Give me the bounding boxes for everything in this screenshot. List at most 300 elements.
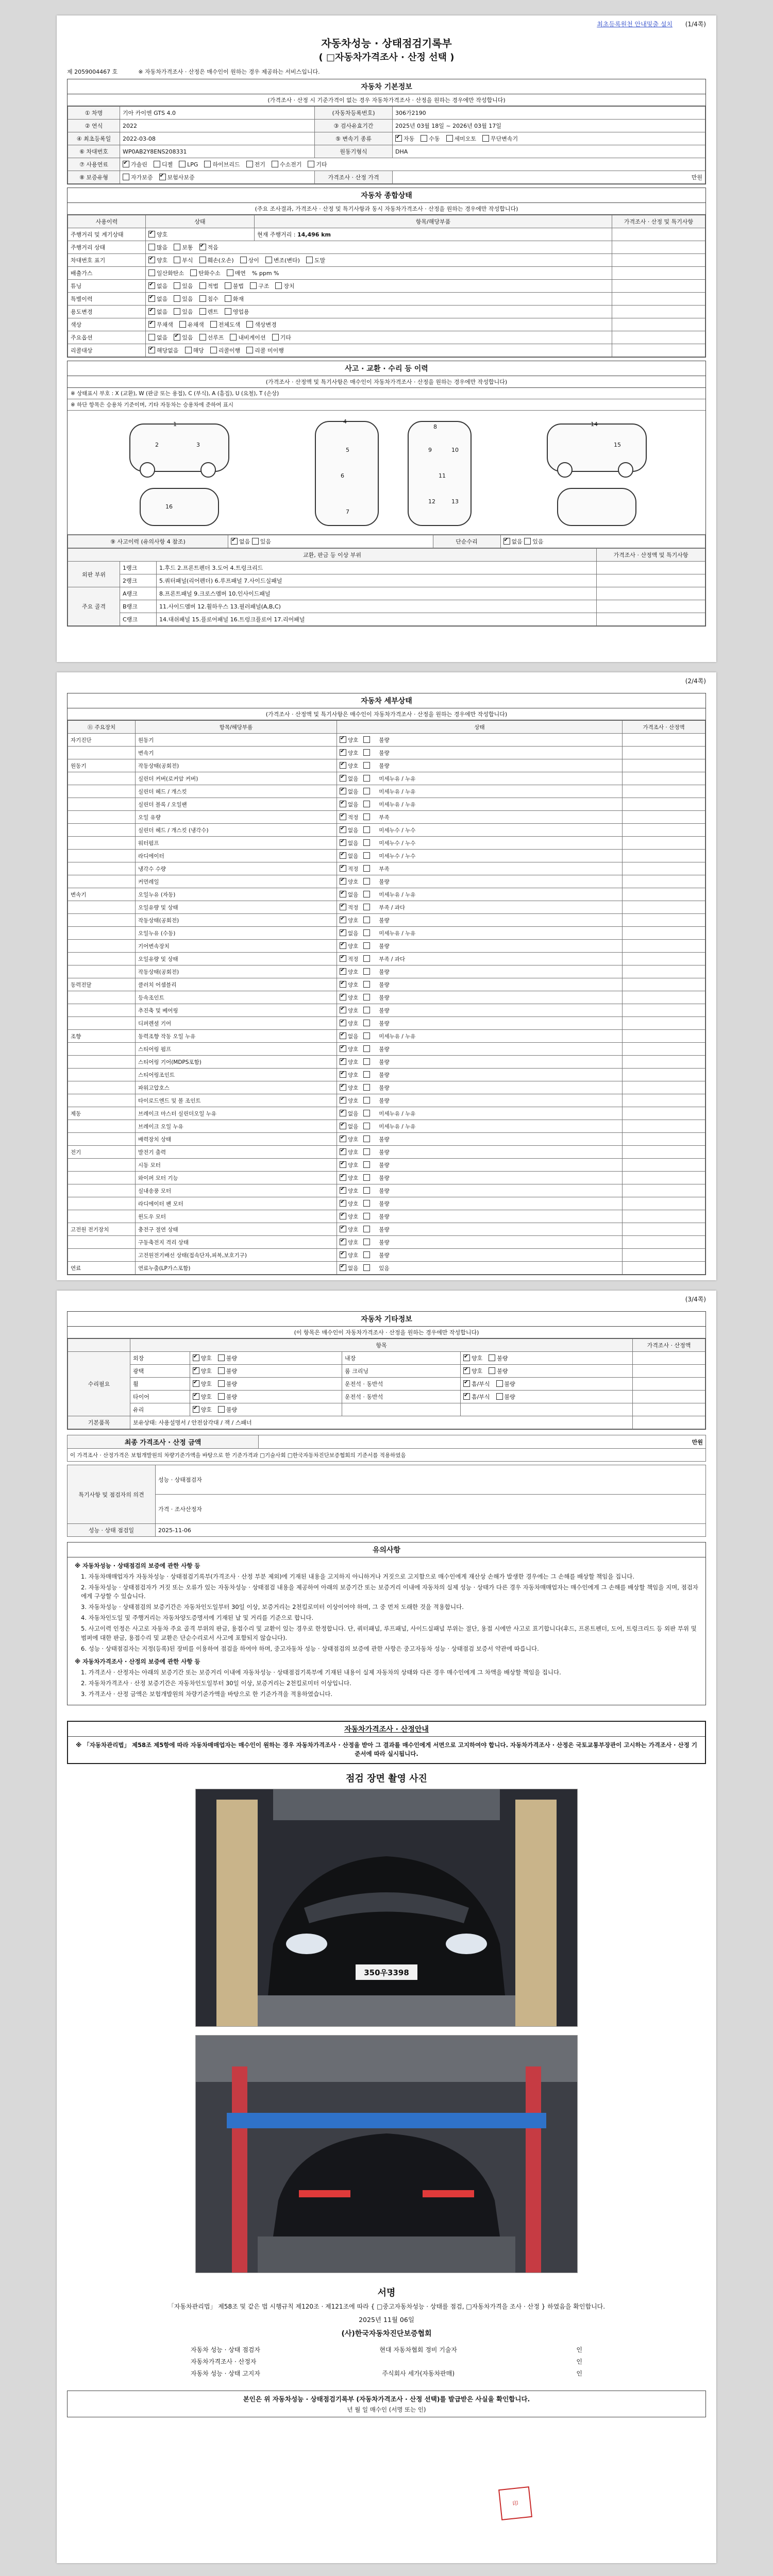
checkbox-icon xyxy=(199,334,206,341)
checkbox-icon xyxy=(218,1393,225,1400)
status-row-options xyxy=(146,306,612,318)
detail-price xyxy=(623,1236,705,1249)
checkbox-icon xyxy=(148,244,155,250)
other-price xyxy=(633,1391,705,1403)
motor-label: 원동기형식 xyxy=(315,145,393,158)
check-mark-icon xyxy=(340,1045,346,1052)
detail-item: 스티어링 기어(MDPS포함) xyxy=(136,1056,337,1069)
outer-rank: A랭크 xyxy=(120,587,157,600)
detail-group xyxy=(68,1197,136,1210)
basic-info-sub: (가격조사 · 산정 시 기준가격이 없는 경우 자동차가격조사 · 산정을 원하는 경우에만 작성합니다) xyxy=(68,94,705,106)
check-mark-icon xyxy=(340,826,346,833)
detail-group xyxy=(68,837,136,850)
checkbox-icon xyxy=(363,1161,370,1168)
detail-item: 충전구 절연 상태 xyxy=(136,1223,337,1236)
detail-price xyxy=(623,991,705,1004)
checkbox-icon xyxy=(225,282,231,289)
detail-group: 제동 xyxy=(68,1107,136,1120)
detail-row xyxy=(68,965,705,978)
detail-group xyxy=(68,953,136,965)
detail-row xyxy=(68,953,705,965)
status-row-label: 주행거리 상태 xyxy=(68,241,146,254)
other-col-item: 항목 xyxy=(130,1339,633,1352)
detail-item: 원동기 xyxy=(136,734,337,747)
status-option: 있음 xyxy=(182,283,193,290)
trans-option: 수동 xyxy=(429,135,440,142)
detail-row xyxy=(68,1017,705,1030)
detail-state-value: 없음 xyxy=(348,827,359,834)
detail-item: 디퍼렌셜 기어 xyxy=(136,1017,337,1030)
detail-col-price: 가격조사 · 산정액 xyxy=(623,721,705,734)
detail-state xyxy=(337,798,623,811)
checkbox-icon xyxy=(210,347,217,353)
check-mark-icon xyxy=(340,775,346,782)
check-mark-icon xyxy=(174,334,180,341)
detail-row xyxy=(68,1133,705,1146)
accident-sub: (가격조사 · 산정액 및 특기사항은 매수인이 자동차가격조사 · 산정을 원하는 경우에만 작성합니다) xyxy=(68,376,705,388)
signer-1-name: 현대 자동차협회 정비 기술자 xyxy=(379,2346,457,2354)
detail-row xyxy=(68,1236,705,1249)
detail-state-alt: 불량 xyxy=(379,1149,390,1156)
detail-state-value: 양호 xyxy=(348,1072,359,1078)
detail-state-alt: 불량 xyxy=(379,969,390,975)
car-rear-view xyxy=(557,488,636,526)
status-option: 화재 xyxy=(232,296,244,302)
detail-item: 발전기 출력 xyxy=(136,1146,337,1159)
price-label: 가격조사 · 산정 가격 xyxy=(315,171,393,184)
status-option: 불법 xyxy=(232,283,244,290)
detail-item: 라디에이터 xyxy=(136,850,337,862)
detail-group: 변속기 xyxy=(68,888,136,901)
check-mark-icon xyxy=(340,852,346,859)
check-mark-icon xyxy=(340,929,346,936)
detail-item: 오일누유 (자동) xyxy=(136,888,337,901)
outer-rank: C랭크 xyxy=(120,613,157,626)
check-mark-icon xyxy=(340,1200,346,1207)
warranty-options xyxy=(120,171,315,184)
detail-item: 시동 모터 xyxy=(136,1159,337,1172)
detail-group xyxy=(68,772,136,785)
checkbox-icon xyxy=(363,1174,370,1181)
check-mark-icon xyxy=(340,788,346,794)
detail-price xyxy=(623,901,705,914)
detail-group: 고전원 전기장치 xyxy=(68,1223,136,1236)
detail-state-alt: 불량 xyxy=(379,878,390,885)
diagram-number: 1 xyxy=(173,421,177,428)
trans-option: 자동 xyxy=(404,135,415,142)
odometer-value: 14,496 km xyxy=(297,231,331,238)
checkbox-icon xyxy=(496,1393,503,1400)
detail-row xyxy=(68,1094,705,1107)
detail-item: 스티어링조인트 xyxy=(136,1069,337,1081)
diagram-number: 14 xyxy=(591,421,598,428)
detail-state-alt: 불량 xyxy=(379,1007,390,1014)
status-row-label: 리콜대상 xyxy=(68,344,146,357)
status-row xyxy=(68,293,705,306)
detail-state-value: 적정 xyxy=(348,956,359,962)
checkbox-icon xyxy=(496,1380,503,1387)
detail-state-alt: 불량 xyxy=(379,1200,390,1207)
detail-state xyxy=(337,811,623,824)
checkbox-icon xyxy=(421,135,427,142)
checkbox-icon xyxy=(148,269,155,276)
caution-head-2: ※ 자동차가격조사 · 산정의 보증에 관한 사항 등 xyxy=(75,1658,200,1666)
signer-2-label: 자동차가격조사 · 산정자 xyxy=(191,2358,257,2366)
detail-group: 원동기 xyxy=(68,759,136,772)
check-mark-icon xyxy=(148,257,155,263)
status-row-price xyxy=(612,293,705,306)
top-link[interactable]: 최초등록원천 안내및출 설치 xyxy=(597,21,673,28)
signer-3-row xyxy=(191,2367,582,2379)
check-mark-icon xyxy=(463,1393,470,1400)
detail-group xyxy=(68,1081,136,1094)
checkbox-icon xyxy=(246,347,253,353)
check-mark-icon xyxy=(193,1367,199,1374)
status-section: 자동차 종합상태 (주요 조사결과, 가격조사 · 산정 및 특기사항과 동시 자동차가격조사 · 산정을 원하는 경우에만 작성합니다) 사용이력 상태 항목/해당부품 가격조사 · 산정 및 특기사항 주행거리 및 계기상태 ✔ 양호 현재 주행거리 : 14,496 km 주행거리 상태 많음 보통✔ 적음 차대번호 표기 ✔ 양호 부식 훼손(오손) 상이 변조(변타) 도말 배출가스 일산화탄소 탄화수소 매연 % ppm % 튜닝 ✔ 없음 있음 적법 불법 구조 장치 특별이력 ✔ 없음 있음 침수 화재 용도변경 ✔ 없음 있음 렌트 영업용 색상 ✔ 무채색 유채색 전체도색 색상변경 주요옵션 없음✔ 있음 선루프 내비게이션 기타 리콜대상 ✔ 해당없음 해당 리콜이행 리콜 미이행 xyxy=(67,188,706,358)
detail-state-value: 없음 xyxy=(348,775,359,782)
checkbox-icon xyxy=(185,347,192,353)
checkbox-icon xyxy=(489,1367,495,1374)
status-row-options xyxy=(146,241,612,254)
detail-price xyxy=(623,1262,705,1275)
detail-state-value: 양호 xyxy=(348,1226,359,1233)
wheel-icon xyxy=(200,462,216,478)
check-mark-icon xyxy=(340,1226,346,1232)
check-mark-icon xyxy=(193,1380,199,1387)
status-row-options xyxy=(146,344,612,357)
detail-state xyxy=(337,1262,623,1275)
checkbox-icon xyxy=(306,257,313,263)
checkbox-icon xyxy=(123,174,129,180)
check-mark-icon xyxy=(395,135,402,142)
checkbox-icon xyxy=(225,295,231,302)
other-col-price: 가격조사 · 산정액 xyxy=(633,1339,705,1352)
page-1 xyxy=(57,15,716,662)
trans-option: 세미오토 xyxy=(454,135,477,142)
detail-price xyxy=(623,1223,705,1236)
notice-title: 자동차가격조사 · 산정안내 xyxy=(68,1722,705,1737)
accident-row-label: ⑨ 사고이력 (유의사항 4 참조) xyxy=(68,535,228,548)
odo-good: 양호 xyxy=(157,231,168,238)
detail-item: 오일누유 (수동) xyxy=(136,927,337,940)
checkbox-icon xyxy=(174,295,180,302)
document-subtitle: ( □자동차가격조사 · 산정 선택 ) xyxy=(318,52,455,63)
other2-option: 양호 xyxy=(471,1368,483,1375)
page-3 xyxy=(57,1291,716,2563)
form-note: ※ 자동차가격조사 · 산정은 매수인이 원하는 경우 제공하는 서비스입니다. xyxy=(138,69,320,75)
simple-yes: 있음 xyxy=(532,538,544,545)
check-mark-icon xyxy=(340,749,346,756)
warranty-label: ⑧ 보증유형 xyxy=(68,171,120,184)
check-mark-icon xyxy=(148,321,155,328)
notice-body: ※ 「자동차관리법」 제58조 제5항에 따라 자동차매매업자는 매수인이 원하는 경우 자동차가격조사 · 산정을 받아 그 결과를 매수인에게 서면으로 고지하여야 합니다. 자동차가격조사 · 산정은 국토교통부장관이 고시하는 가격조사 · 산정 기준서에 따라 실시됩니다. xyxy=(76,1741,697,1758)
detail-state-value: 양호 xyxy=(348,943,359,950)
detail-state xyxy=(337,734,623,747)
detail-row xyxy=(68,747,705,759)
caution-section xyxy=(67,1542,706,1705)
detail-price xyxy=(623,1107,705,1120)
check-mark-icon xyxy=(340,736,346,743)
detail-item: 기어변속장치 xyxy=(136,940,337,953)
final-price-label: 최종 가격조사 · 산정 금액 xyxy=(68,1435,259,1449)
detail-group xyxy=(68,965,136,978)
detail-price xyxy=(623,1210,705,1223)
detail-state xyxy=(337,1017,623,1030)
detail-row xyxy=(68,991,705,1004)
checkbox-icon xyxy=(363,1007,370,1013)
outer-row xyxy=(68,613,705,626)
caution-item: 1. 자동차매매업자가 자동차성능 · 상태점검기록부(가격조사 · 산정 부분 제외)에 기재된 내용을 고지하지 아니하거나 거짓으로 고지함으로 매수인에게 재산상 손해가 발생한 경우에는 그 손해를 배상할 책임을 집니다. xyxy=(81,1572,635,1580)
checkbox-icon xyxy=(190,269,197,276)
detail-price xyxy=(623,734,705,747)
vin-label: ⑥ 차대번호 xyxy=(68,145,120,158)
detail-item: 변속기 xyxy=(136,747,337,759)
fuel-option: 디젤 xyxy=(161,161,173,168)
detail-row xyxy=(68,811,705,824)
checkbox-icon xyxy=(363,801,370,807)
checkbox-icon xyxy=(179,161,186,167)
checkbox-icon xyxy=(199,282,206,289)
detail-state-alt: 불량 xyxy=(379,1226,390,1233)
other-option: 불량 xyxy=(226,1381,238,1387)
detail-row xyxy=(68,1056,705,1069)
detail-state-value: 양호 xyxy=(348,1097,359,1104)
check-mark-icon xyxy=(123,161,129,167)
checkbox-icon xyxy=(363,852,370,859)
detail-item: 파워고압호스 xyxy=(136,1081,337,1094)
sign-date: 2025년 11월 06일 xyxy=(359,2316,414,2324)
trans-options xyxy=(393,132,705,145)
detail-group xyxy=(68,1133,136,1146)
checkbox-icon xyxy=(174,308,180,315)
detail-item: 스티어링 펌프 xyxy=(136,1043,337,1056)
other2-option: 불량 xyxy=(497,1368,508,1375)
detail-group xyxy=(68,901,136,914)
check-mark-icon xyxy=(340,839,346,846)
signer-1-label: 자동차 성능 · 상태 점검자 xyxy=(191,2346,260,2354)
vin: WP0AB2Y8ENS208331 xyxy=(120,145,315,158)
status-option: 양호 xyxy=(157,257,168,264)
detail-group xyxy=(68,1159,136,1172)
detail-price xyxy=(623,862,705,875)
detail-state xyxy=(337,1133,623,1146)
final-price-unit: 만원 xyxy=(259,1435,706,1449)
outer-row xyxy=(68,600,705,613)
check-mark-icon xyxy=(340,1097,346,1104)
detail-state-value: 양호 xyxy=(348,750,359,756)
detail-price xyxy=(623,850,705,862)
detail-state xyxy=(337,875,623,888)
notice-box xyxy=(67,1721,706,1765)
caution-item: 3. 가격조사 · 산정 금액은 보험개발원의 차량기준가액을 바탕으로 한 기준가격을 적용하였습니다. xyxy=(81,1690,333,1698)
detail-item: 커먼레일 xyxy=(136,875,337,888)
check-mark-icon xyxy=(159,174,166,180)
other-label: 외장 xyxy=(130,1352,190,1365)
detail-row xyxy=(68,1197,705,1210)
checkbox-icon xyxy=(363,1097,370,1104)
detail-row xyxy=(68,927,705,940)
status-option: 리콜 미이행 xyxy=(255,347,284,354)
check-mark-icon xyxy=(340,1148,346,1155)
check-mark-icon xyxy=(148,295,155,302)
checkbox-icon xyxy=(363,1032,370,1039)
signer-1-row xyxy=(191,2344,582,2355)
checkbox-icon xyxy=(240,257,247,263)
checkbox-icon xyxy=(363,891,370,897)
first-reg: 2022-03-08 xyxy=(120,132,315,145)
other-label-2 xyxy=(342,1403,461,1416)
checkbox-icon xyxy=(218,1367,225,1374)
detail-state-alt: 미세누유 / 누유 xyxy=(379,930,416,937)
detail-state xyxy=(337,1107,623,1120)
status-row-price xyxy=(612,306,705,318)
detail-state xyxy=(337,1146,623,1159)
check-mark-icon xyxy=(231,538,238,545)
detail-group xyxy=(68,914,136,927)
inspection-photo-rear xyxy=(195,2035,578,2273)
page-number: (2/4쪽) xyxy=(685,677,706,685)
other-row xyxy=(68,1391,705,1403)
detail-section xyxy=(67,693,706,1275)
basic-items-label: 기본품목 xyxy=(68,1416,130,1429)
detail-group xyxy=(68,1236,136,1249)
other-group-label: 수리필요 xyxy=(68,1352,130,1416)
check-mark-icon xyxy=(340,1239,346,1245)
detail-row xyxy=(68,1120,705,1133)
outer-price xyxy=(597,613,705,626)
caution-item: 6. 성능 · 상태점검자는 지정(등록)된 장비를 이용하여 점검을 하여야 하며, 중고자동차 성능 · 상태점검의 보증에 관한 사항은 중고자동차 성능 · 상태점검 보증서 약관에 따릅니다. xyxy=(81,1645,539,1652)
status-row-options xyxy=(146,293,612,306)
other-label: 유리 xyxy=(130,1403,190,1416)
detail-item: 실린더 커버(로커암 커버) xyxy=(136,772,337,785)
document-title: 자동차성능 · 상태점검기록부 xyxy=(321,37,452,49)
detail-state-alt: 부족 xyxy=(379,866,390,872)
sign-law: 「자동차관리법」 제58조 및 같은 법 시행규칙 제120조 · 제121조에 따라 { □중고자동차성능 · 상태를 점검, □자동차가격을 조사 · 산정 } 하였음을 확인합니다. xyxy=(167,2303,606,2311)
status-row-price xyxy=(612,280,705,293)
diagram-number: 10 xyxy=(451,447,459,453)
outer-price xyxy=(597,574,705,587)
other2-option: 불량 xyxy=(497,1355,508,1362)
reg-no-label: (자동차등록번호) xyxy=(315,107,393,120)
other-options-2 xyxy=(460,1378,632,1391)
detail-item: 실린더 블록 / 오일팬 xyxy=(136,798,337,811)
detail-group xyxy=(68,1056,136,1069)
detail-item: 와이퍼 모터 기능 xyxy=(136,1172,337,1184)
status-option: 상이 xyxy=(248,257,259,264)
odometer-label: 주행거리 및 계기상태 xyxy=(68,228,146,241)
check-mark-icon xyxy=(340,904,346,910)
checkbox-icon xyxy=(174,244,180,250)
first-reg-label: ④ 최초등록일 xyxy=(68,132,120,145)
detail-state-value: 없음 xyxy=(348,1265,359,1272)
detail-row xyxy=(68,901,705,914)
outer-col-part: 가격조사 · 산정액 및 특기사항 xyxy=(597,549,705,562)
detail-col-state: 상태 xyxy=(337,721,623,734)
status-row-label: 용도변경 xyxy=(68,306,146,318)
status-row xyxy=(68,306,705,318)
status-option: 침수 xyxy=(207,296,219,302)
status-option: 장치 xyxy=(283,283,295,290)
detail-item: 오일유량 및 상태 xyxy=(136,953,337,965)
detail-state-alt: 불량 xyxy=(379,1239,390,1246)
check-mark-icon xyxy=(340,1123,346,1129)
checkbox-icon xyxy=(363,1251,370,1258)
detail-state-value: 양호 xyxy=(348,1252,359,1259)
check-mark-icon xyxy=(340,1110,346,1116)
detail-row xyxy=(68,1159,705,1172)
detail-group xyxy=(68,1172,136,1184)
diagram-number: 12 xyxy=(428,498,435,505)
detail-item: 추진축 및 베어링 xyxy=(136,1004,337,1017)
check-mark-icon xyxy=(340,1084,346,1091)
detail-state-value: 양호 xyxy=(348,1020,359,1027)
car-name: 기아 카이엔 GTS 4.0 xyxy=(120,107,315,120)
checkbox-icon xyxy=(363,942,370,949)
other-option: 불량 xyxy=(226,1406,238,1413)
price-unit: 만원 xyxy=(393,171,705,184)
check-mark-icon xyxy=(148,308,155,315)
other-options xyxy=(190,1365,342,1378)
other-section xyxy=(67,1311,706,1430)
detail-state xyxy=(337,1184,623,1197)
status-option: 무채색 xyxy=(157,321,173,328)
outer-rank: 2랭크 xyxy=(120,574,157,587)
detail-state-alt: 불량 xyxy=(379,1252,390,1259)
detail-price xyxy=(623,940,705,953)
detail-state xyxy=(337,759,623,772)
check-mark-icon xyxy=(340,1071,346,1078)
wheel-icon xyxy=(557,462,573,478)
outer-rank: 1랭크 xyxy=(120,562,157,574)
check-date-label: 성능 · 상태 점검일 xyxy=(68,1524,156,1537)
signer-2-row xyxy=(191,2355,582,2367)
fuel-option: 가솔린 xyxy=(131,161,147,168)
caution-list-1 xyxy=(75,1572,698,1654)
detail-price xyxy=(623,747,705,759)
diagram-number: 2 xyxy=(155,442,159,448)
checkbox-icon xyxy=(363,917,370,923)
detail-state-value: 없음 xyxy=(348,840,359,846)
checkbox-icon xyxy=(218,1354,225,1361)
other-options xyxy=(190,1352,342,1365)
fuel-options xyxy=(120,158,705,171)
car-diagram xyxy=(68,411,705,535)
status-option: 유채색 xyxy=(187,321,204,328)
sign-title: 서명 xyxy=(377,2287,396,2299)
detail-state xyxy=(337,901,623,914)
final-note: 이 가격조사 · 산정가격은 보험개발원의 차량기준가액을 바탕으로 한 기준가격과 □기술사회 □한국자동차진단보증협회의 기준서를 적용하였음 xyxy=(68,1449,706,1462)
checkbox-icon xyxy=(174,257,180,263)
detail-item: 작동상태(공회전) xyxy=(136,965,337,978)
detail-state-value: 없음 xyxy=(348,930,359,937)
seal-mark: 인 xyxy=(576,2358,582,2366)
status-row-label: 색상 xyxy=(68,318,146,331)
status-option: 해당 xyxy=(193,347,204,354)
outer-items: 8.프론트패널 9.크로스멤버 10.인사이드패널 xyxy=(157,587,597,600)
other-options-2 xyxy=(460,1391,632,1403)
detail-state-alt: 미세누수 / 누수 xyxy=(379,853,416,859)
detail-item: 연료누출(LP가스포함) xyxy=(136,1262,337,1275)
status-option: 선루프 xyxy=(207,334,224,341)
form-number: 제 2059004467 호 xyxy=(67,69,118,75)
detail-price xyxy=(623,824,705,837)
detail-state xyxy=(337,772,623,785)
check-mark-icon xyxy=(463,1354,470,1361)
other-title: 자동차 기타정보 xyxy=(68,1312,705,1327)
checkbox-icon xyxy=(363,749,370,756)
other-label: 타이어 xyxy=(130,1391,190,1403)
status-row xyxy=(68,241,705,254)
